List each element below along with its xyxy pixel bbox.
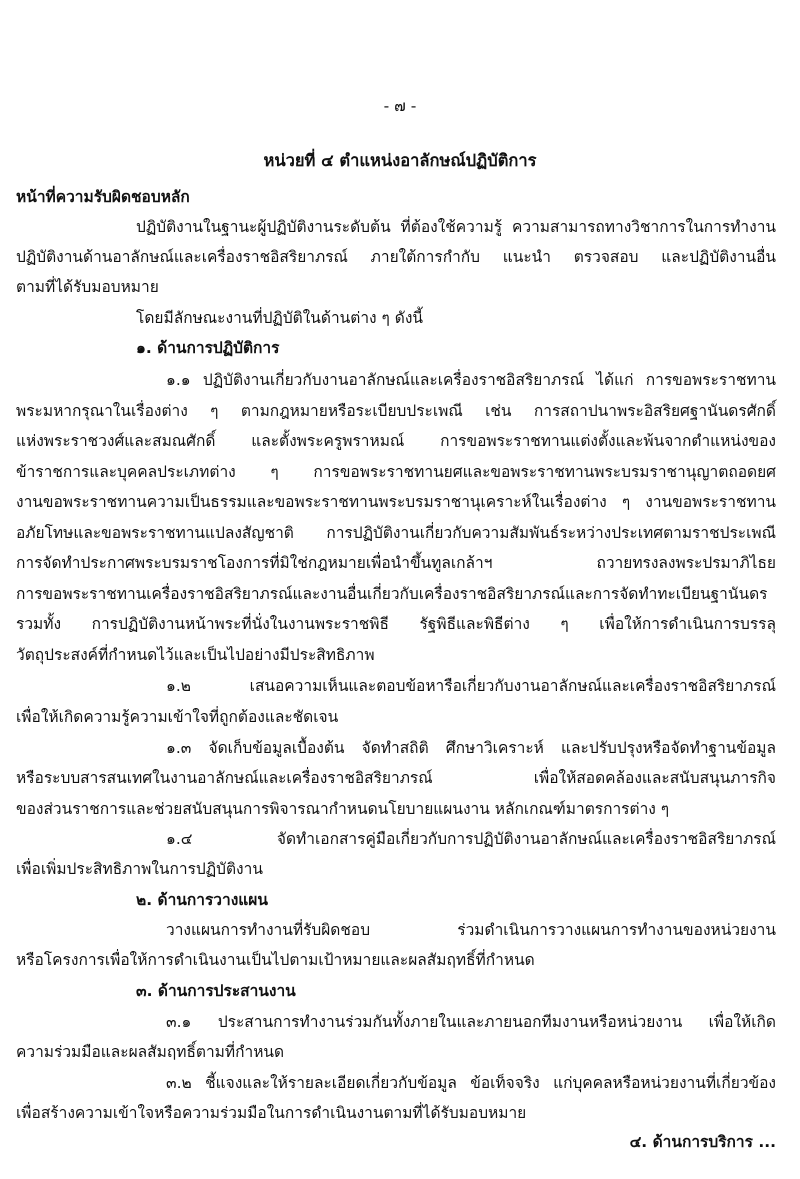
section-heading: ๒. ด้านการวางแผน [136, 891, 268, 909]
item-1-4-line: เพื่อเพิ่มประสิทธิภาพในการปฏิบัติงาน [16, 860, 263, 878]
section-heading: ๓. ด้านการประสานงาน [136, 982, 296, 1000]
item-3-2-line: ๓.๒ ชี้แจงและให้รายละเอียดเกี่ยวกับข้อมูล ข้อเท็จจริง แก่บุคคลหรือหน่วยงานที่เกี่ยวข้อง [166, 1074, 776, 1092]
section-heading: ๑. ด้านการปฏิบัติการ [136, 339, 280, 357]
section-2-line: วางแผนการทำงานที่รับผิดชอบ ร่วมดำเนินการวางแผนการทำงานของหน่วยงาน [166, 921, 776, 939]
item-1-1-line: งานขอพระราชทานความเป็นธรรมและขอพระราชทานพระบรมราชานุเคราะห์ในเรื่องต่าง ๆ งานขอพระราชทาน [16, 493, 776, 511]
intro-line: ปฏิบัติงานในฐานะผู้ปฏิบัติงานระดับต้น ที่ต้องใช้ความรู้ ความสามารถทางวิชาการในการทำงาน [136, 218, 776, 236]
item-1-3-line: หรือระบบสารสนเทศในงานอาลักษณ์และเครื่องราชอิสริยาภรณ์ เพื่อให้สอดคล้องและสนับสนุนภารกิจ [16, 769, 776, 787]
item-1-1-line: อภัยโทษและขอพระราชทานแปลงสัญชาติ การปฏิบัติงานเกี่ยวกับความสัมพันธ์ระหว่างประเทศตามราชประเพณี [16, 524, 776, 542]
item-1-4-line: ๑.๔ จัดทำเอกสารคู่มือเกี่ยวกับการปฏิบัติงานอาลักษณ์และเครื่องราชอิสริยาภรณ์ [166, 830, 776, 848]
section-2-line: หรือโครงการเพื่อให้การดำเนินงานเป็นไปตามเป้าหมายและผลสัมฤทธิ์ที่กำหนด [16, 951, 535, 969]
item-1-3-line: ๑.๓ จัดเก็บข้อมูลเบื้องต้น จัดทำสถิติ ศึกษาวิเคราะห์ และปรับปรุงหรือจัดทำฐานข้อมูล [166, 739, 776, 757]
main-duty-heading: หน้าที่ความรับผิดชอบหลัก [16, 188, 190, 206]
item-1-1-line: พระมหากรุณาในเรื่องต่าง ๆ ตามกฎหมายหรือระเบียบประเพณี เช่น การสถาปนาพระอิสริยศฐานันดรศักดิ์ [16, 402, 776, 420]
item-1-1-line: รวมทั้ง การปฏิบัติงานหน้าพระที่นั่งในงานพระราชพิธี รัฐพิธีและพิธีต่าง ๆ เพื่อให้การดำเนินการบรรลุ [16, 615, 776, 633]
item-1-2-line: เพื่อให้เกิดความรู้ความเข้าใจที่ถูกต้องและชัดเจน [16, 708, 339, 726]
item-1-1-line: แห่งพระราชวงศ์และสมณศักดิ์ และตั้งพระครูพราหมณ์ การขอพระราชทานแต่งตั้งและพ้นจากตำแหน่งของ [16, 432, 776, 450]
item-1-1-line: ๑.๑ ปฏิบัติงานเกี่ยวกับงานอาลักษณ์และเครื่องราชอิสริยาภรณ์ ได้แก่ การขอพระราชทาน [166, 371, 776, 389]
item-1-1-line: การขอพระราชทานเครื่องราชอิสริยาภรณ์และงานอื่นเกี่ยวกับเครื่องราชอิสริยาภรณ์และการจัดทำทะเบียนฐานันดร [16, 585, 768, 603]
continuation-note: ๔. ด้านการบริการ ... [629, 1133, 776, 1151]
item-1-2-line: ๑.๒ เสนอความเห็นและตอบข้อหารือเกี่ยวกับงานอาลักษณ์และเครื่องราชอิสริยาภรณ์ [166, 677, 776, 695]
intro-tasks: โดยมีลักษณะงานที่ปฏิบัติในด้านต่าง ๆ ดังนี้ [136, 309, 424, 327]
item-1-1-line: วัตถุประสงค์ที่กำหนดไว้และเป็นไปอย่างมีประสิทธิภาพ [16, 646, 375, 664]
intro-line: ปฏิบัติงานด้านอาลักษณ์และเครื่องราชอิสริยาภรณ์ ภายใต้การกำกับ แนะนำ ตรวจสอบ และปฏิบัติงานอื่น [16, 248, 776, 266]
item-3-1-line: ความร่วมมือและผลสัมฤทธิ์ตามที่กำหนด [16, 1043, 285, 1061]
item-3-1-line: ๓.๑ ประสานการทำงานร่วมกันทั้งภายในและภายนอกทีมงานหรือหน่วยงาน เพื่อให้เกิด [166, 1013, 776, 1031]
item-3-2-line: เพื่อสร้างความเข้าใจหรือความร่วมมือในการดำเนินงานตามที่ได้รับมอบหมาย [16, 1104, 527, 1122]
page-number: - ๗ - [383, 97, 417, 115]
item-1-3-line: ของส่วนราชการและช่วยสนับสนุนการพิจารณากำหนดนโยบายแผนงาน หลักเกณฑ์มาตรการต่าง ๆ [16, 800, 670, 818]
page-title: หน่วยที่ ๔ ตำแหน่งอาลักษณ์ปฏิบัติการ [263, 151, 537, 170]
item-1-1-line: การจัดทำประกาศพระบรมราชโองการที่มิใช่กฎหมายเพื่อนำขึ้นทูลเกล้าฯ ถวายทรงลงพระปรมาภิไธย [16, 554, 776, 572]
item-1-1-line: ข้าราชการและบุคคลประเภทต่าง ๆ การขอพระราชทานยศและขอพระราชทานพระบรมราชานุญาตถอดยศ [16, 463, 776, 481]
intro-line: ตามที่ได้รับมอบหมาย [16, 278, 159, 296]
